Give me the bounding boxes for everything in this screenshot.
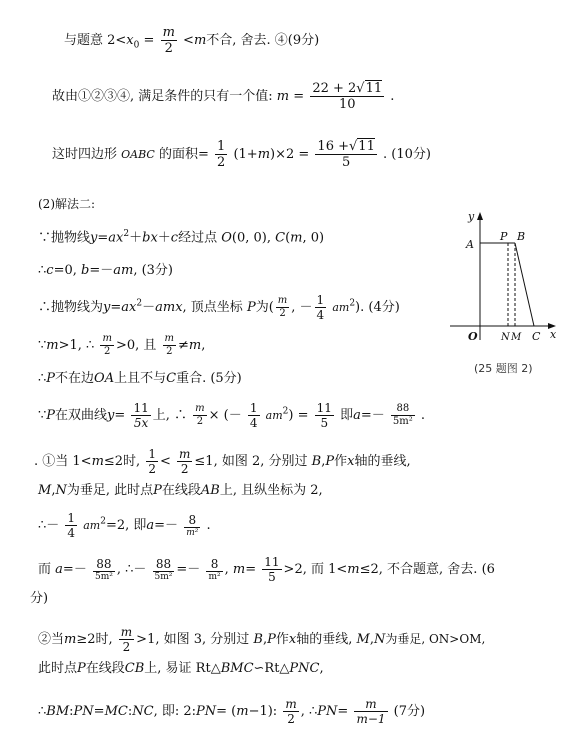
text: 即	[340, 408, 354, 423]
text: 此时点	[38, 661, 78, 676]
label-x: x	[550, 328, 557, 341]
text: ②当	[38, 632, 65, 647]
text: ,	[319, 661, 324, 676]
line-16	[38, 626, 485, 653]
text: ≥2时,	[76, 632, 113, 647]
label-A: A	[466, 238, 474, 251]
sup: 2	[282, 406, 289, 417]
denominator: 2	[166, 346, 173, 357]
text: 为(	[255, 300, 274, 315]
text: =	[337, 704, 349, 719]
text: (2)解法二:	[38, 197, 96, 211]
var-am: am	[332, 301, 350, 314]
fraction	[100, 334, 113, 357]
text: ) =	[288, 408, 309, 423]
fraction	[65, 512, 77, 539]
line-12	[38, 484, 323, 497]
var-b: b	[81, 263, 90, 278]
fraction	[206, 558, 222, 582]
var-M: M	[38, 483, 52, 498]
text: ∴	[38, 263, 47, 278]
denominator: m−1	[356, 712, 386, 726]
var-y: y	[90, 230, 98, 246]
var-CB: CB	[124, 661, 145, 676]
label-M: M	[511, 332, 522, 343]
var-PN: PN	[73, 704, 94, 719]
text: , －	[291, 300, 313, 315]
denominator: 2	[196, 416, 204, 427]
text: 重合. (5分)	[176, 371, 242, 386]
segment-BC	[515, 243, 534, 326]
var-oabc: OABC	[121, 148, 155, 161]
var-P: P	[153, 483, 162, 498]
numerator: m	[102, 333, 112, 344]
text: 这时四边形	[52, 147, 118, 162]
text: , (3分)	[133, 263, 173, 278]
denominator: 10	[338, 97, 356, 112]
var-B: B	[311, 454, 322, 469]
text: ∴	[38, 704, 47, 719]
var-y: y	[107, 408, 115, 423]
numerator: 1	[67, 511, 76, 525]
var-c: c	[46, 263, 54, 278]
line-9	[38, 372, 242, 385]
text: ,	[262, 632, 268, 647]
line-1	[64, 26, 319, 55]
label-O: O	[468, 330, 478, 343]
var-x: x	[347, 454, 355, 469]
text: , 即: 2:	[153, 704, 196, 719]
text: =	[245, 562, 257, 577]
var-m: m	[347, 562, 360, 577]
text: −1):	[248, 704, 278, 719]
text: =	[143, 33, 155, 48]
text: ,	[224, 562, 229, 577]
text: 的面积=	[158, 147, 209, 162]
denominator: 5	[268, 570, 276, 584]
var-a: a	[55, 562, 63, 577]
text: ,	[369, 632, 374, 647]
var-P: P	[325, 454, 335, 469]
text: ∴－	[38, 518, 60, 533]
text: = (	[216, 704, 237, 719]
fraction	[177, 448, 192, 475]
fraction	[131, 402, 150, 429]
text: 在线段	[85, 661, 125, 676]
var-m: m	[188, 338, 202, 353]
fraction	[276, 296, 289, 319]
text: . (10分)	[382, 147, 431, 162]
var-P: P	[46, 408, 56, 423]
text: ,	[51, 483, 56, 498]
text: 为垂足, ON>OM,	[385, 632, 486, 646]
text: 轴的垂线,	[354, 454, 411, 469]
var-ax: ax	[121, 300, 137, 315]
text: . ①当 1<	[34, 454, 92, 469]
text: 故由①②③④, 满足条件的只有一个值:	[52, 89, 273, 104]
text: .	[420, 408, 426, 423]
denominator: 5m²	[392, 416, 413, 427]
label-y: y	[468, 210, 475, 223]
denominator: 2	[287, 712, 295, 726]
text: =	[293, 89, 305, 104]
var-C: C	[275, 230, 286, 246]
text: ∽Rt△	[253, 661, 290, 676]
var-PN: PN	[196, 704, 217, 719]
numerator: m	[195, 403, 205, 414]
var-m: m	[91, 454, 104, 469]
var-M: M	[356, 632, 370, 647]
line-17	[38, 662, 324, 675]
denominator: 2	[164, 41, 173, 56]
label-N: N	[501, 332, 510, 343]
sup: 2	[349, 298, 356, 309]
var-NC: NC	[132, 704, 154, 719]
var-BMC: BMC	[220, 661, 254, 676]
numerator: m	[179, 447, 191, 461]
text: 作	[334, 454, 348, 469]
text: 分)	[30, 591, 49, 606]
var-x: x	[126, 33, 134, 48]
text: × (－	[208, 408, 242, 423]
numerator: 8	[184, 514, 200, 528]
radicand: 11	[365, 81, 383, 96]
line-7	[38, 294, 400, 321]
text: , ∴	[300, 704, 318, 719]
line-5	[38, 230, 324, 244]
text: 16 +	[317, 139, 349, 154]
text: 作	[275, 632, 289, 647]
text: :	[127, 704, 133, 719]
denominator: m²	[186, 527, 199, 538]
text: 22 + 2	[312, 81, 357, 96]
fraction	[315, 294, 327, 321]
text: ≤1, 如图 2, 分别过	[194, 454, 308, 469]
text: ∵抛物线	[38, 230, 91, 246]
fraction	[93, 558, 115, 582]
denominator: 2	[217, 155, 226, 170]
line-6	[38, 264, 173, 277]
var-c: c	[170, 230, 179, 246]
var-x: x	[288, 632, 297, 647]
numerator: 88	[153, 558, 175, 572]
text: , 0)	[302, 230, 325, 246]
var-m: m	[232, 562, 246, 577]
fraction	[315, 140, 376, 169]
numerator: 8	[206, 558, 222, 572]
text: 不合, 舍去. ④(9分)	[206, 33, 320, 48]
text: >1, 如图 3, 分别过	[136, 632, 250, 647]
fraction	[119, 626, 134, 653]
text: ,	[321, 454, 326, 469]
var-B: B	[253, 632, 263, 647]
line-2	[52, 82, 394, 111]
denominator: 2	[180, 462, 189, 476]
text: =	[114, 408, 126, 423]
text: 为垂足, 此时点	[66, 483, 154, 498]
var-P: P	[77, 661, 86, 676]
line-10	[38, 402, 425, 429]
var-a: a	[146, 518, 155, 533]
text: .	[206, 518, 211, 533]
denominator: 5m²	[154, 571, 173, 582]
var-PN: PN	[317, 704, 338, 719]
numerator: 1	[148, 447, 156, 461]
var-m: m	[46, 338, 59, 353]
text: 经过点	[178, 230, 218, 246]
sup: 2	[100, 516, 106, 527]
fraction	[315, 402, 334, 429]
label-P: P	[500, 230, 508, 243]
var-m: m	[290, 230, 303, 246]
var-m: m	[257, 147, 271, 162]
numerator: m	[277, 295, 288, 306]
numerator: 88	[391, 404, 415, 416]
text: (7分)	[393, 704, 426, 719]
line-15	[30, 592, 48, 605]
var-P: P	[246, 300, 256, 315]
var-P: P	[267, 632, 276, 647]
numerator: 11	[264, 555, 280, 569]
text: >2, 而 1<	[283, 562, 348, 577]
var-m: m	[236, 704, 249, 719]
var-m: m	[193, 33, 207, 48]
numerator: m	[162, 25, 175, 40]
denominator: 4	[249, 416, 258, 430]
numerator: 88	[93, 558, 115, 572]
figure-25-2	[440, 208, 564, 378]
var-BM: BM	[46, 704, 70, 719]
var-y: y	[103, 300, 111, 315]
numerator: 22 + 2√11	[312, 81, 383, 96]
var-C: C	[166, 371, 177, 386]
denominator: 2	[104, 346, 111, 357]
fraction	[391, 404, 415, 427]
var-AB: AB	[200, 483, 220, 498]
text: )×2 =	[270, 147, 310, 162]
text: =－	[62, 562, 87, 577]
y-axis-arrow	[477, 212, 483, 220]
text: 在双曲线	[55, 408, 108, 423]
var-N: N	[55, 483, 67, 498]
var-OA: OA	[94, 371, 115, 386]
numerator: 11	[316, 401, 332, 415]
line-4	[38, 198, 95, 210]
text: ∴	[38, 371, 47, 386]
numerator: 16 +√11	[317, 139, 375, 154]
var-am: am	[83, 519, 101, 532]
fraction	[354, 698, 387, 725]
var-a: a	[353, 408, 361, 423]
text: <	[159, 454, 171, 469]
fraction	[184, 514, 200, 538]
text: (1+	[233, 147, 258, 162]
text: ≤2, 不合题意, 舍去. (6	[359, 562, 495, 577]
text: ∵	[38, 338, 47, 353]
numerator: 1	[249, 401, 258, 415]
numerator: 11	[133, 401, 149, 415]
text: ). (4分)	[355, 300, 400, 315]
numerator: m	[164, 333, 174, 344]
fraction	[283, 698, 298, 725]
fraction	[262, 556, 281, 583]
denominator: 4	[67, 526, 76, 540]
numerator: 1	[217, 139, 226, 154]
text: =－	[154, 518, 179, 533]
text: =－	[89, 263, 114, 278]
denominator: 5m²	[94, 571, 113, 582]
text: , ∴－	[116, 562, 147, 577]
text: =2, 即	[105, 518, 147, 533]
text: , 顶点坐标	[182, 300, 243, 315]
text: ∵	[38, 408, 47, 423]
text: ,	[201, 338, 206, 353]
text: ＋	[157, 230, 171, 246]
denominator: 2	[148, 462, 156, 476]
denominator: m²	[208, 571, 221, 582]
line-14	[38, 556, 495, 583]
text: ≠	[178, 338, 189, 353]
var-m: m	[64, 632, 77, 647]
fraction	[153, 558, 175, 582]
numerator: 1	[316, 293, 325, 307]
sub: 0	[133, 40, 140, 51]
text: ≤2时,	[103, 454, 141, 469]
var-bx: bx	[142, 230, 158, 246]
text: ＋	[129, 230, 143, 246]
denominator: 2	[279, 308, 286, 319]
fraction	[146, 448, 158, 475]
var-m: m	[276, 89, 290, 104]
denominator: 2	[122, 640, 131, 654]
text: 而	[38, 562, 52, 577]
label-B: B	[517, 230, 526, 243]
var-P: P	[46, 371, 56, 386]
label-C: C	[532, 330, 541, 343]
text: =	[110, 300, 122, 315]
text: 与题意 2<	[64, 33, 127, 48]
figure-caption: (25 题图 2)	[474, 362, 533, 375]
fraction	[193, 404, 206, 427]
text: (0, 0),	[231, 230, 271, 246]
var-MC: MC	[104, 704, 128, 719]
numerator: m	[120, 625, 133, 639]
text: 上且不与	[114, 371, 167, 386]
fraction	[161, 26, 177, 55]
var-ax: ax	[108, 230, 124, 246]
text: 轴的垂线,	[296, 632, 353, 647]
fraction	[310, 82, 384, 111]
line-18	[38, 698, 425, 725]
text: 不在边	[55, 371, 95, 386]
denominator: 5	[341, 155, 351, 170]
var-am: am	[113, 263, 134, 278]
line-13	[38, 512, 211, 539]
text: .	[390, 89, 395, 104]
text: =0,	[53, 263, 77, 278]
numerator: m	[285, 697, 297, 711]
var-N: N	[373, 632, 386, 647]
sup: 2	[123, 229, 130, 239]
numerator: m	[354, 698, 387, 712]
denominator: 4	[316, 308, 325, 322]
var-amx: amx	[155, 300, 183, 315]
var-am: am	[265, 409, 283, 422]
denominator: 5x	[133, 416, 149, 430]
text: 在线段	[161, 483, 201, 498]
text: =－	[360, 408, 385, 423]
sup: 2	[136, 298, 143, 309]
fraction	[163, 334, 176, 357]
fraction	[248, 402, 260, 429]
line-3	[52, 140, 431, 169]
var-O: O	[221, 230, 232, 246]
text: =－	[176, 562, 201, 577]
text: (	[285, 230, 291, 246]
line-11	[34, 448, 411, 475]
text: 上, 且纵坐标为 2,	[219, 483, 323, 498]
text: :	[69, 704, 74, 719]
text: >1, ∴	[58, 338, 95, 353]
fraction	[215, 140, 227, 169]
radicand: 11	[358, 139, 375, 154]
text: －	[142, 300, 156, 315]
text: =	[93, 704, 105, 719]
line-8	[38, 334, 205, 357]
text: =	[97, 230, 109, 246]
text: 上, ∴	[152, 408, 187, 423]
var-PNC: PNC	[289, 661, 320, 676]
text: >0, 且	[115, 338, 157, 353]
text: 上, 易证 Rt△	[144, 661, 221, 676]
denominator: 5	[320, 416, 329, 430]
text: ∴抛物线为	[38, 300, 104, 315]
text: <	[183, 33, 194, 48]
